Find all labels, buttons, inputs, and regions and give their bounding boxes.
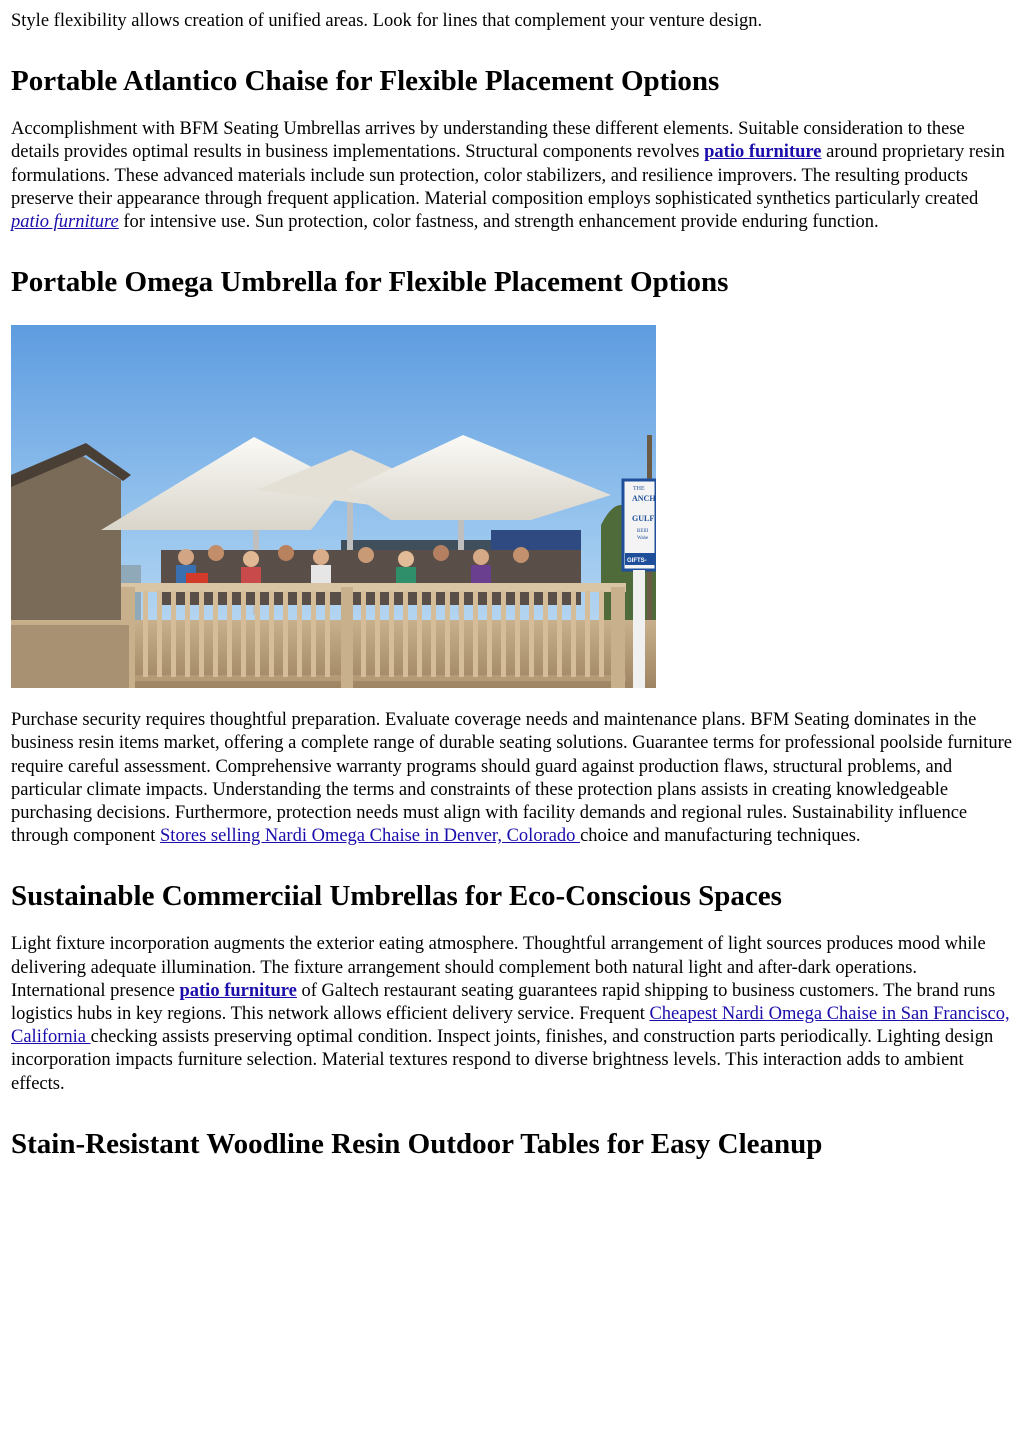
text-run: Accomplishment with BFM Seating Umbrellas arrives by understanding these different elements. Suitable consideration to these details provides optimal results in business implementations. Structural components revolves xyxy=(11,119,965,163)
photo-container xyxy=(11,325,1015,688)
svg-text:GULF: GULF xyxy=(632,514,655,524)
san-francisco-cheapest-link[interactable]: Cheapest Nardi Omega Chaise in San Francisco, California xyxy=(11,1004,1010,1048)
text-run: around proprietary resin formulations. These advanced materials include sun protection, color stabilizers, and resilience improvers. The resulting products preserve their appearance through frequent application. Material composition employs sophisticated synthetics particularly created xyxy=(11,142,1005,209)
text-run: Light fixture incorporation augments the exterior eating atmosphere. Thoughtful arrangement of light sources produces mood while delivering adequate illumination. The fixture arrangement should complement both natural light and after-dark operations. International presence xyxy=(11,934,986,1001)
patio-furniture-link-bold[interactable]: patio furniture xyxy=(704,142,822,163)
paragraph-sustainable xyxy=(11,933,1015,1095)
text-run: checking assists preserving optimal condition. Inspect joints, finishes, and construction parts periodically. Lighting design incorporation impacts furniture selection. Material textures respond to diverse brightness levels. This interaction adds to ambient effects. xyxy=(11,1027,994,1094)
denver-stores-link[interactable]: Stores selling Nardi Omega Chaise in Denver, Colorado xyxy=(160,826,581,847)
svg-text:THE: THE xyxy=(633,486,645,493)
left-shed xyxy=(11,455,121,625)
patio-furniture-link-italic[interactable]: patio furniture xyxy=(11,212,119,233)
svg-text:Wahe: Wahe xyxy=(637,536,649,542)
section-heading-omega: Portable Omega Umbrella for Flexible Placement Options xyxy=(11,266,729,299)
intro-paragraph: Style flexibility allows creation of unified areas. Look for lines that complement your venture design. xyxy=(11,11,763,31)
patio-furniture-link-bold[interactable]: patio furniture xyxy=(179,980,297,1001)
text-run: for intensive use. Sun protection, color fastness, and strength enhancement provide enduring function. xyxy=(118,212,879,233)
restaurant-deck-umbrella-photo xyxy=(11,325,656,688)
svg-text:GIFTS-: GIFTS- xyxy=(627,558,647,565)
text-run: choice and manufacturing techniques. xyxy=(580,826,861,847)
section-heading-atlantico: Portable Atlantico Chaise for Flexible Placement Options xyxy=(11,65,720,98)
text-run: Purchase security requires thoughtful preparation. Evaluate coverage needs and maintenance plans. BFM Seating dominates in the business resin items market, offering a complete range of durable seating solutions. Guarantee terms for professional poolside furniture require careful assessment. Comprehensive warranty programs should guard against production flaws, structural problems, and particular climate impacts. Understanding the terms and constraints of these protection plans assists in creating knowledgeable purchasing decisions. Furthermore, protection needs must align with facility demands and regional rules. Sustainability influence through component xyxy=(11,710,1012,847)
paragraph-omega xyxy=(11,709,1015,848)
paragraph-atlantico xyxy=(11,118,1015,234)
svg-text:BEIII: BEIII xyxy=(637,529,649,535)
section-heading-sustainable: Sustainable Commerciial Umbrellas for Eco-Conscious Spaces xyxy=(11,880,782,913)
section-heading-woodline: Stain-Resistant Woodline Resin Outdoor Tables for Easy Cleanup xyxy=(11,1127,823,1160)
svg-text:ANCH: ANCH xyxy=(632,494,656,504)
blue-awning xyxy=(491,530,581,550)
text-run: of Galtech restaurant seating guarantees rapid shipping to business customers. The brand runs logistics hubs in key regions. This network allows efficient delivery service. Frequent xyxy=(11,980,996,1025)
